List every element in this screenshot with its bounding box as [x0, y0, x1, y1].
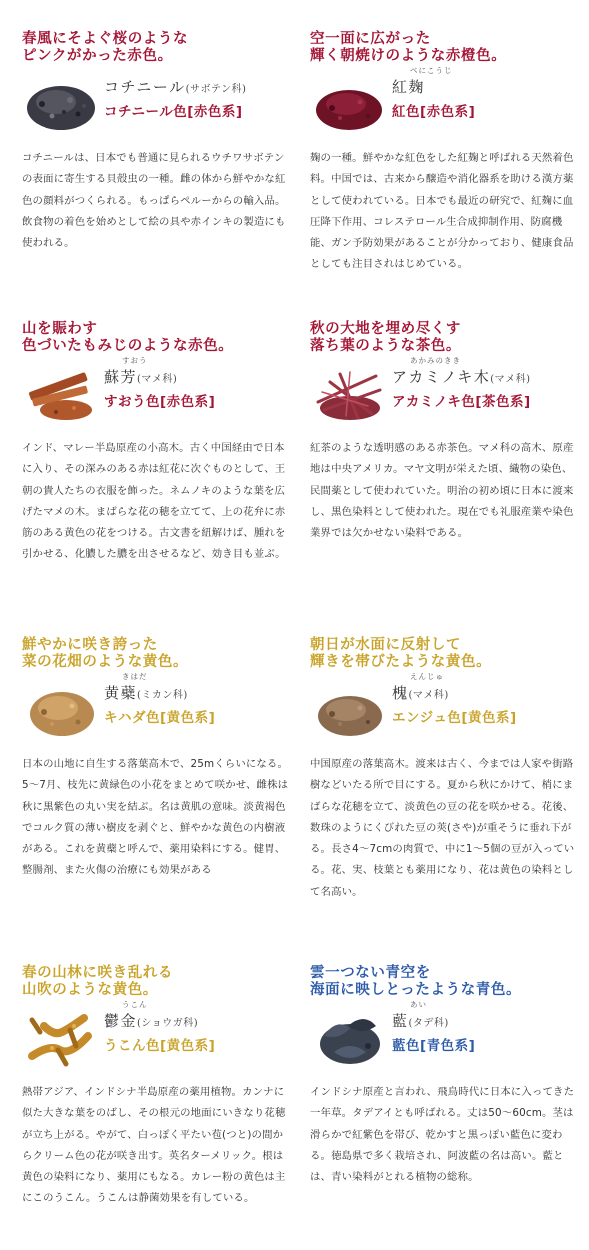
- dye-color-name: 紅色[赤色系]: [392, 104, 476, 120]
- dye-color-name: キハダ色[黄色系]: [104, 710, 216, 726]
- dye-description: コチニールは、日本でも普通に見られるウチワサボテンの表面に寄生する貝殻虫の一種。雌の体から鮮やかな紅色の顔料がつくられる。もっぱらペルーからの輸入品。飲食物の着色を始めとして絵の具や赤インキの製造にも使われる。: [22, 152, 286, 250]
- pagoda-tree-icon: [310, 678, 388, 742]
- dye-name: 黄蘗(ミカン科): [104, 684, 188, 702]
- indigo-icon: [310, 1006, 388, 1070]
- dye-heading: 朝日が水面に反射して 輝きを帯びたような黄色。: [310, 636, 492, 670]
- dye-name: コチニール(サボテン科): [104, 78, 247, 96]
- dye-name: アカミノキ木(マメ科): [392, 368, 531, 386]
- dye-card-logwood: [310, 320, 580, 544]
- dye-heading: 春の山林に咲き乱れる 山吹のような黄色。: [22, 964, 173, 998]
- dye-heading: 山を賑わす 色づいたもみじのような赤色。: [22, 320, 234, 354]
- dye-description: 麹の一種。鮮やかな紅色をした紅麹と呼ばれる天然着色料。中国では、古来から醸造や消化器系を助ける漢方薬として使われている。日本でも最近の研究で、紅麹に血圧降下作用、コレステロール生合成抑制作用、防腐機能、ガン予防効果があることが分かっており、健康食品としても注目されはじめている。: [310, 152, 574, 271]
- dye-card-turmeric: [22, 964, 292, 1210]
- cochineal-icon: [22, 72, 100, 136]
- dye-description: 紅茶のような透明感のある赤茶色。マメ科の高木、原産地は中央アメリカ。マヤ文明が栄えた頃、織物の染色、民間薬として使われていた。明治の初め頃に日本に渡来し、黒色染料として使われた。現在でも礼服産業や染色業界では欠かせない染料である。: [310, 442, 574, 540]
- dye-color-name: エンジュ色[黄色系]: [392, 710, 517, 726]
- dye-identity: [22, 672, 292, 748]
- dye-card-cochineal: [22, 30, 292, 254]
- dye-heading: 空一面に広がった 輝く朝焼けのような赤橙色。: [310, 30, 507, 64]
- dye-color-name: 藍色[青色系]: [392, 1038, 476, 1054]
- dye-color-name: すおう色[赤色系]: [104, 394, 216, 410]
- dye-color-name: アカミノキ色[茶色系]: [392, 394, 531, 410]
- dye-description: インド、マレー半島原産の小高木。古く中国経由で日本に入り、その深みのある赤は紅花に次ぐものとして、王朝の貴人たちの衣服を飾った。ネムノキのような葉を広げたマメの木。まばらな花の穂を立てて、上の花弁に赤筋のある黄色の花をつける。古文書を紐解けば、腫れを引かせる、化膿した膿を出させるなど、効き目も並ぶ。: [22, 442, 286, 561]
- phellodendron-icon: [22, 678, 100, 742]
- dye-heading: 雲一つない青空を 海面に映しとったような青色。: [310, 964, 522, 998]
- sappanwood-icon: [22, 362, 100, 426]
- dye-identity: [22, 66, 292, 142]
- dye-identity: [310, 356, 580, 432]
- red-yeast-rice-icon: [310, 72, 388, 136]
- dye-card-kihada: [22, 636, 292, 882]
- dye-reading: あかみのきき: [410, 356, 461, 365]
- dye-identity: [22, 356, 292, 432]
- dye-reading: きはだ: [122, 672, 148, 681]
- dye-card-beni-koji: [310, 30, 580, 276]
- dye-heading: 鮮やかに咲き誇った 菜の花畑のような黄色。: [22, 636, 189, 670]
- dye-description: インドシナ原産と言われ、飛鳥時代に日本に入ってきた一年草。タデアイとも呼ばれる。丈は50〜60cm。茎は滑らかで紅紫色を帯び、乾かすと黒っぽい藍色に変わる。徳島県で多く栽培され、阿波藍の名は高い。藍とは、青い染料がとれる植物の総称。: [310, 1086, 575, 1184]
- dye-name: 蘇芳(マメ科): [104, 368, 178, 386]
- dye-reading: えんじゅ: [410, 672, 444, 681]
- dye-reading: べにこうじ: [410, 66, 453, 75]
- turmeric-icon: [22, 1006, 100, 1070]
- dye-card-enju: [310, 636, 580, 903]
- dye-heading: 秋の大地を埋め尽くす 落ち葉のような茶色。: [310, 320, 461, 354]
- dye-card-sappanwood: [22, 320, 292, 566]
- dye-card-indigo: [310, 964, 580, 1188]
- dye-reading: うこん: [122, 1000, 148, 1009]
- dye-color-name: うこん色[黄色系]: [104, 1038, 216, 1054]
- dye-name: 紅麹: [392, 78, 426, 96]
- dye-name: 槐(マメ科): [392, 684, 449, 702]
- dye-description: 中国原産の落葉高木。渡来は古く、今までは人家や街路樹などいたる所で目にする。夏から秋にかけて、梢にまばらな花穂を立て、淡黄色の豆の花を咲かせる。花後、数珠のようにくびれた豆の莢(さや)が重そうに垂れ下がる。長さ4〜7cmの肉質で、中に1〜5個の豆が入っている。花、実、枝葉とも薬用になり、花は黄色の染料として名高い。: [310, 758, 575, 898]
- dye-reading: すおう: [122, 356, 148, 365]
- logwood-icon: [310, 362, 388, 426]
- dye-identity: [310, 66, 580, 142]
- dye-color-name: コチニール色[赤色系]: [104, 104, 243, 120]
- dye-identity: [310, 672, 580, 748]
- dye-reading: あい: [410, 1000, 427, 1009]
- dye-description: 熱帯アジア、インドシナ半島原産の薬用植物。カンナに似た大きな葉をのばし、その根元の地面にいきなり花穂が立ち上がる。やがて、白っぽく平たい苞(つと)の間からクリーム色の花が咲き出す。英名ターメリック。根は黄色の染料になり、薬用にもなる。カレー粉の黄色は主にこのうこん。うこんは静菌効果を有している。: [22, 1086, 286, 1205]
- dye-name: 藍(タデ科): [392, 1012, 449, 1030]
- dye-identity: [310, 1000, 580, 1076]
- dye-name: 鬱金(ショウガ科): [104, 1012, 199, 1030]
- dye-identity: [22, 1000, 292, 1076]
- dye-heading: 春風にそよぐ桜のような ピンクがかった赤色。: [22, 30, 189, 64]
- dye-description: 日本の山地に自生する落葉高木で、25mくらいになる。5〜7月、枝先に黄緑色の小花をまとめて咲かせ、雌株は秋に黒紫色の丸い実を結ぶ。名は黄肌の意味。淡黄褐色でコルク質の薄い樹皮を剥ぐと、鮮やかな黄色の内樹液がある。これを黄蘗と呼んで、薬用染料にする。健胃、整腸剤、また火傷の治療にも効果がある: [22, 758, 289, 877]
